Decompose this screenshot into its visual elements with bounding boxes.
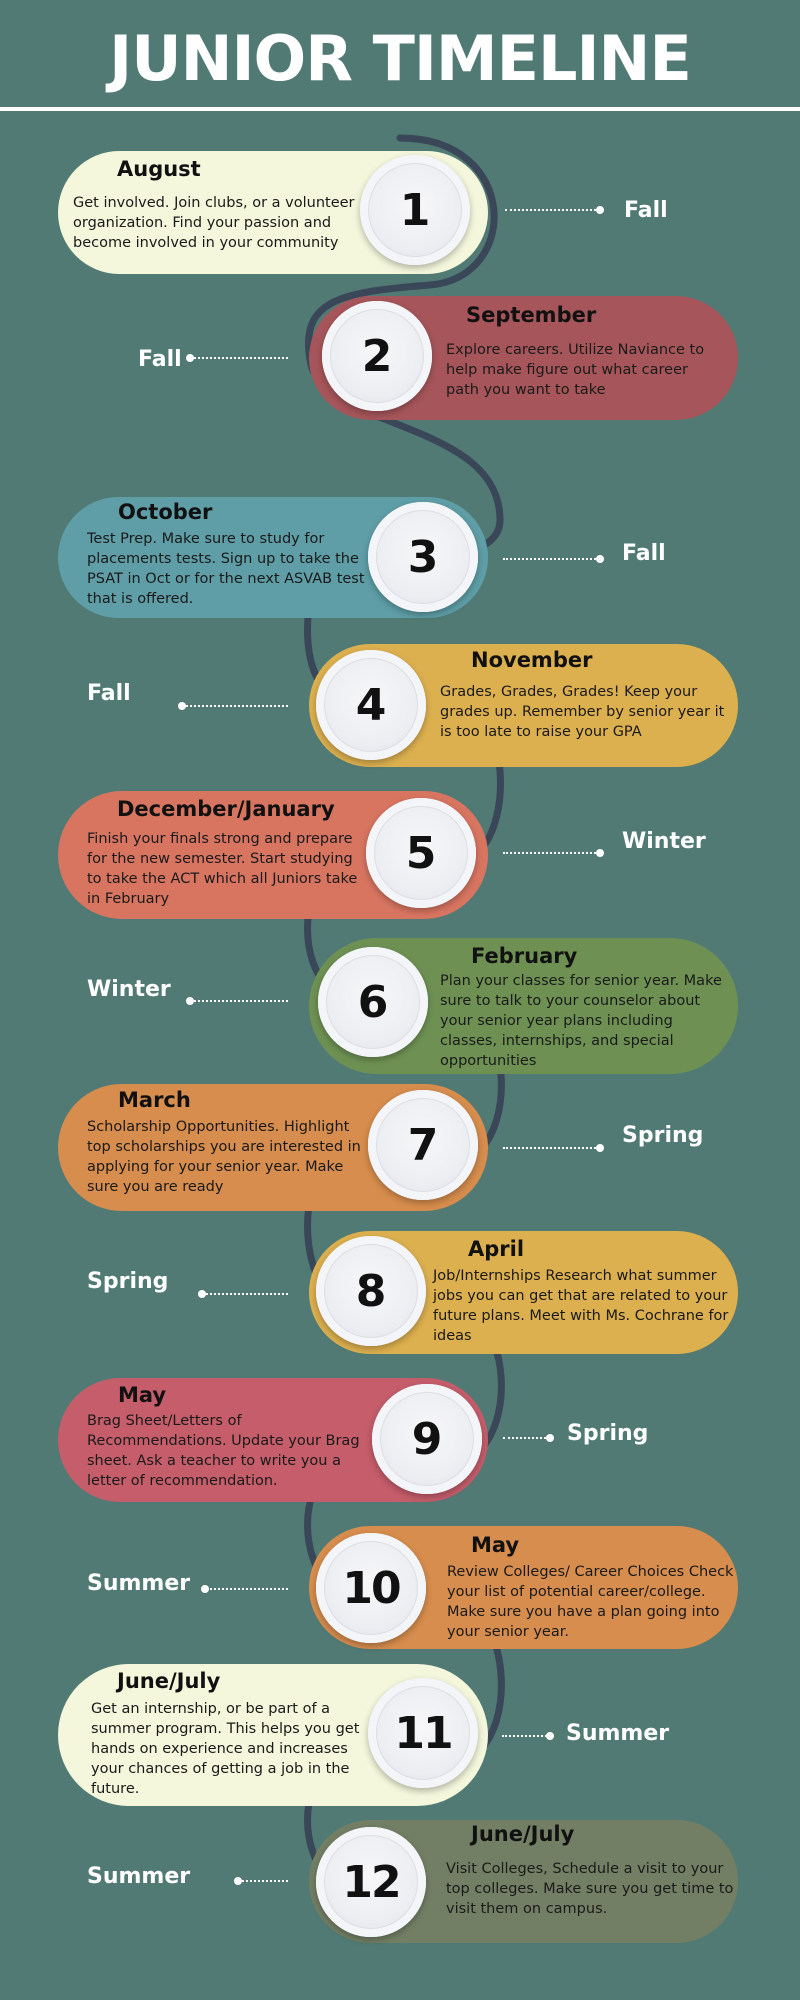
season-label: Fall	[624, 198, 668, 223]
season-connector-dot	[546, 1732, 554, 1740]
season-connector-line	[502, 1735, 550, 1737]
step-description: Get involved. Join clubs, or a volunteer organization. Find your passion and become involved in your community	[73, 195, 355, 251]
step-heading: May	[471, 1533, 520, 1557]
season-connector-dot	[186, 354, 194, 362]
step-number-badge	[360, 155, 470, 265]
step-number: 4	[355, 679, 387, 731]
step-description: Test Prep. Make sure to study for placements tests. Sign up to take the PSAT in Oct or for the next ASVAB test that is offered.	[87, 531, 365, 607]
season-connector-dot	[596, 206, 604, 214]
season-connector-line	[503, 1437, 550, 1439]
step-number: 11	[394, 1707, 452, 1759]
step-heading: May	[118, 1383, 167, 1407]
step-description: Finish your finals strong and prepare for the new semester. Start studying to take the ACT which all Juniors take in February	[87, 831, 358, 907]
step-description: Review Colleges/ Career Choices Check your list of potential career/college. Make sure you have a plan going into your senior year.	[447, 1564, 734, 1640]
step-number: 8	[355, 1265, 387, 1317]
season-connector-dot	[186, 997, 194, 1005]
step-number: 2	[361, 330, 393, 382]
step-number-badge	[316, 1236, 426, 1346]
page-title: JUNIOR TIMELINE	[109, 22, 691, 95]
step-description: Scholarship Opportunities. Highlight top scholarships you are interested in applying for your senior year. Make sure you are ready	[87, 1119, 361, 1195]
step-heading: December/January	[117, 797, 335, 821]
step-number-badge	[368, 502, 478, 612]
step-number: 10	[342, 1562, 400, 1614]
step-number-badge	[316, 650, 426, 760]
season-connector-line	[503, 1147, 600, 1149]
step-description: Plan your classes for senior year. Make sure to talk to your counselor about your senior year plans including classes, internships, and special opportunities	[440, 973, 722, 1069]
step-number-badge	[316, 1827, 426, 1937]
season-connector-dot	[546, 1434, 554, 1442]
step-number: 3	[407, 531, 439, 583]
season-connector-line	[503, 558, 600, 560]
season-connector-dot	[234, 1877, 242, 1885]
season-label: Summer	[566, 1721, 670, 1746]
step-heading: October	[118, 500, 213, 524]
season-connector-dot	[178, 702, 186, 710]
step-number-badge	[372, 1384, 482, 1494]
season-label: Winter	[87, 977, 171, 1002]
season-connector-line	[238, 1880, 288, 1882]
step-number-badge	[318, 947, 428, 1057]
title-divider	[0, 107, 800, 111]
step-description: Get an internship, or be part of a summer program. This helps you get hands on experience and increases your chances of getting a job in the future.	[91, 1701, 360, 1797]
step-number: 7	[407, 1119, 439, 1171]
season-label: Winter	[622, 829, 706, 854]
season-connector-line	[190, 1000, 288, 1002]
step-heading: June/July	[471, 1822, 575, 1846]
step-number: 1	[399, 184, 431, 236]
season-label: Spring	[567, 1421, 649, 1446]
season-connector-line	[182, 705, 288, 707]
step-description: Job/Internships Research what summer jobs you can get that are related to your future plans. Meet with Ms. Cochrane for ideas	[433, 1268, 729, 1344]
step-description: Explore careers. Utilize Naviance to help make figure out what career path you want to take	[446, 342, 705, 398]
season-label: Fall	[622, 541, 666, 566]
season-connector-line	[503, 852, 600, 854]
step-number: 6	[357, 976, 389, 1028]
season-connector-line	[505, 209, 600, 211]
season-label: Fall	[138, 347, 182, 372]
step-number: 12	[342, 1856, 400, 1908]
step-number-badge	[368, 1090, 478, 1200]
season-label: Summer	[87, 1571, 191, 1596]
season-label: Spring	[622, 1123, 704, 1148]
season-connector-line	[202, 1293, 288, 1295]
season-label: Spring	[87, 1269, 169, 1294]
season-connector-dot	[596, 555, 604, 563]
season-label: Summer	[87, 1864, 191, 1889]
season-label: Fall	[87, 681, 131, 706]
step-number-badge	[366, 798, 476, 908]
season-connector-dot	[201, 1585, 209, 1593]
season-connector-dot	[596, 849, 604, 857]
step-number-badge	[368, 1678, 478, 1788]
step-heading: June/July	[117, 1669, 221, 1693]
season-connector-dot	[198, 1290, 206, 1298]
step-number: 5	[405, 827, 437, 879]
step-description: Visit Colleges, Schedule a visit to your top colleges. Make sure you get time to visit them on campus.	[446, 1861, 734, 1917]
step-heading: March	[118, 1088, 191, 1112]
season-connector-line	[205, 1588, 288, 1590]
step-number-badge	[316, 1533, 426, 1643]
step-description: Grades, Grades, Grades! Keep your grades up. Remember by senior year it is too late to raise your GPA	[440, 684, 725, 740]
step-heading: September	[466, 303, 597, 327]
season-connector-dot	[596, 1144, 604, 1152]
step-heading: February	[471, 944, 578, 968]
step-number: 9	[411, 1413, 443, 1465]
step-heading: November	[471, 648, 593, 672]
season-connector-line	[190, 357, 288, 359]
step-heading: April	[468, 1237, 525, 1261]
step-heading: August	[117, 157, 201, 181]
step-number-badge	[322, 301, 432, 411]
step-description: Brag Sheet/Letters of Recommendations. Update your Brag sheet. Ask a teacher to write you a letter of recommendation.	[87, 1413, 360, 1489]
